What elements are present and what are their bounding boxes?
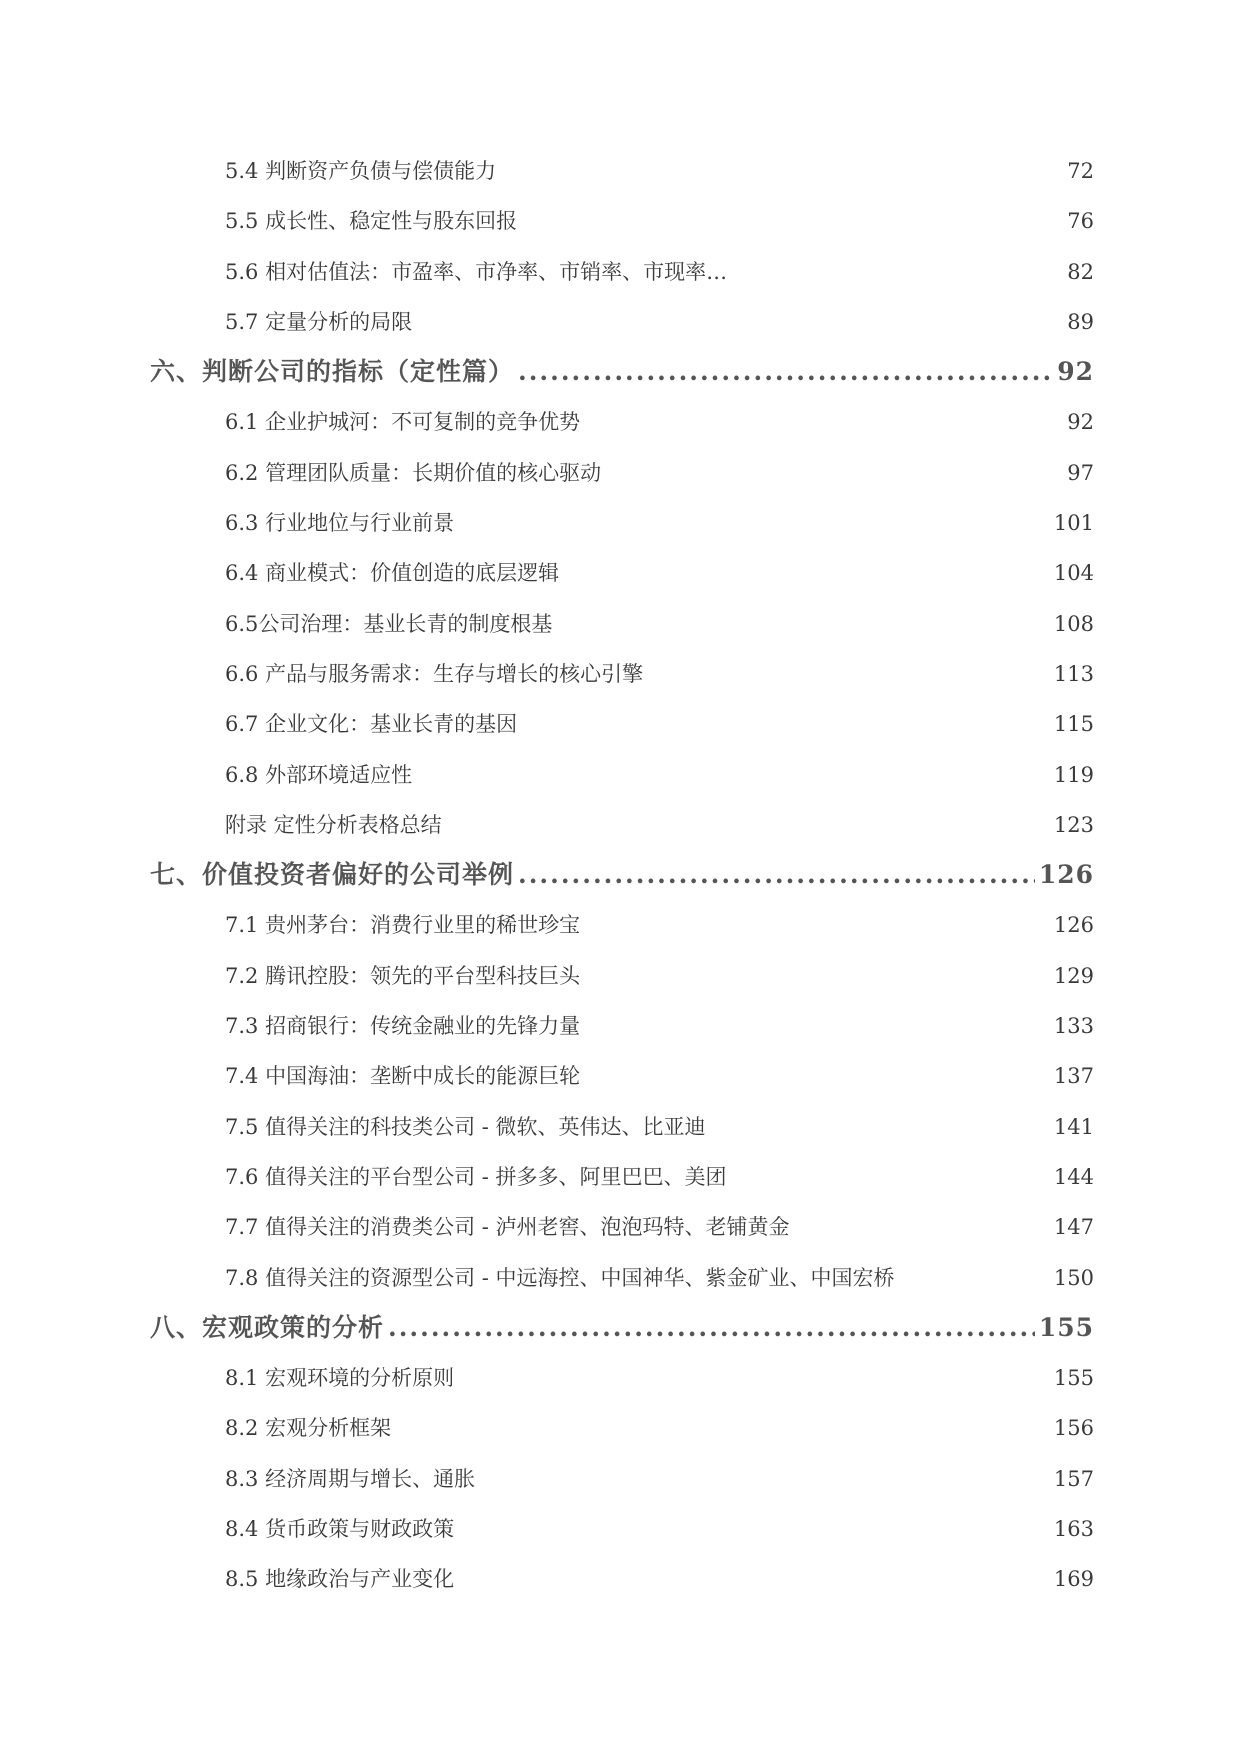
toc-entry-title: 5.4 判断资产负债与偿债能力 xyxy=(225,159,497,183)
toc-entry-title: 8.3 经济周期与增长、通胀 xyxy=(225,1466,476,1491)
toc-entry-title: 7.4 中国海油：垄断中成长的能源巨轮 xyxy=(225,1064,581,1089)
toc-entry-page: 104 xyxy=(1053,561,1094,586)
toc-entry-6-5[interactable] xyxy=(150,599,1094,649)
toc-entry-title: 5.7 定量分析的局限 xyxy=(225,309,413,334)
toc-entry-title: 7.2 腾讯控股：领先的平台型科技巨头 xyxy=(225,963,581,988)
toc-chapter-8[interactable] xyxy=(150,1303,1094,1353)
table-of-contents xyxy=(150,146,1094,1605)
toc-entry-7-6[interactable] xyxy=(150,1152,1094,1202)
toc-chapter-title: 八、宏观政策的分析 xyxy=(150,1312,385,1342)
toc-entry-title: 8.4 货币政策与财政政策 xyxy=(225,1517,455,1542)
toc-entry-6-1[interactable] xyxy=(150,397,1094,447)
toc-entry-6-7[interactable] xyxy=(150,699,1094,749)
toc-entry-6-3[interactable] xyxy=(150,498,1094,548)
toc-entry-page: 156 xyxy=(1053,1416,1094,1441)
toc-entry-page: 157 xyxy=(1053,1466,1094,1491)
toc-entry-page: 129 xyxy=(1053,963,1094,988)
toc-entry-7-2[interactable] xyxy=(150,951,1094,1001)
toc-entry-title: 7.6 值得关注的平台型公司 - 拼多多、阿里巴巴、美团 xyxy=(225,1164,727,1189)
toc-entry-6-8[interactable] xyxy=(150,750,1094,800)
toc-entry-page: 72 xyxy=(1067,159,1094,183)
toc-entry-title: 7.5 值得关注的科技类公司 - 微软、英伟达、比亚迪 xyxy=(225,1114,706,1139)
toc-entry-page: 150 xyxy=(1053,1265,1094,1290)
toc-chapter-page: 92 xyxy=(1057,357,1094,387)
toc-entry-title: 6.3 行业地位与行业前景 xyxy=(225,511,455,536)
toc-entry-8-1[interactable] xyxy=(150,1353,1094,1403)
toc-entry-page: 115 xyxy=(1053,712,1094,737)
toc-entry-title: 6.4 商业模式：价值创造的底层逻辑 xyxy=(225,561,560,586)
toc-entry-page: 101 xyxy=(1053,511,1094,536)
toc-entry-page: 97 xyxy=(1067,460,1094,485)
toc-entry-5-4[interactable] xyxy=(150,146,1094,196)
toc-entry-title: 6.7 企业文化：基业长青的基因 xyxy=(225,712,518,737)
toc-entry-7-3[interactable] xyxy=(150,1001,1094,1051)
toc-entry-page: 144 xyxy=(1053,1164,1094,1189)
toc-entry-page: 108 xyxy=(1053,611,1094,636)
toc-entry-8-4[interactable] xyxy=(150,1504,1094,1554)
toc-entry-8-2[interactable] xyxy=(150,1403,1094,1453)
toc-chapter-page: 126 xyxy=(1038,860,1094,890)
toc-entry-6-6[interactable] xyxy=(150,649,1094,699)
toc-entry-5-6[interactable] xyxy=(150,247,1094,297)
toc-entry-title: 5.5 成长性、稳定性与股东回报 xyxy=(225,209,518,234)
toc-entry-title: 8.2 宏观分析框架 xyxy=(225,1416,392,1441)
toc-chapter-title: 六、判断公司的指标（定性篇） xyxy=(150,357,515,387)
dot-leader xyxy=(518,850,1035,900)
toc-entry-title: 6.5公司治理：基业长青的制度根基 xyxy=(225,611,553,636)
toc-entry-5-5[interactable] xyxy=(150,196,1094,246)
toc-chapter-6[interactable] xyxy=(150,347,1094,397)
toc-entry-title: 7.3 招商银行：传统金融业的先锋力量 xyxy=(225,1014,581,1039)
toc-entry-page: 82 xyxy=(1067,259,1094,284)
toc-entry-title: 7.8 值得关注的资源型公司 - 中远海控、中国神华、紫金矿业、中国宏桥 xyxy=(225,1265,895,1290)
dot-leader xyxy=(388,1303,1035,1353)
toc-entry-page: 76 xyxy=(1067,209,1094,234)
toc-entry-page: 126 xyxy=(1053,913,1094,938)
toc-entry-8-5[interactable] xyxy=(150,1554,1094,1604)
toc-entry-page: 169 xyxy=(1053,1567,1094,1592)
toc-chapter-title: 七、价值投资者偏好的公司举例 xyxy=(150,860,515,890)
toc-entry-page: 141 xyxy=(1053,1114,1094,1139)
toc-entry-appendix[interactable] xyxy=(150,800,1094,850)
toc-entry-title: 6.6 产品与服务需求：生存与增长的核心引擎 xyxy=(225,661,644,686)
toc-entry-page: 133 xyxy=(1053,1014,1094,1039)
toc-entry-6-4[interactable] xyxy=(150,548,1094,598)
toc-entry-title: 7.1 贵州茅台：消费行业里的稀世珍宝 xyxy=(225,913,581,938)
toc-entry-page: 113 xyxy=(1053,661,1094,686)
toc-entry-7-5[interactable] xyxy=(150,1102,1094,1152)
toc-entry-title: 7.7 值得关注的消费类公司 - 泸州老窖、泡泡玛特、老铺黄金 xyxy=(225,1215,790,1240)
toc-entry-page: 155 xyxy=(1053,1366,1094,1391)
toc-chapter-7[interactable] xyxy=(150,850,1094,900)
toc-entry-7-1[interactable] xyxy=(150,900,1094,950)
toc-entry-5-7[interactable] xyxy=(150,297,1094,347)
toc-entry-page: 123 xyxy=(1053,812,1094,837)
toc-entry-title: 附录 定性分析表格总结 xyxy=(225,812,442,837)
toc-entry-8-3[interactable] xyxy=(150,1454,1094,1504)
toc-entry-7-4[interactable] xyxy=(150,1051,1094,1101)
toc-chapter-page: 155 xyxy=(1038,1312,1094,1342)
toc-entry-title: 6.1 企业护城河：不可复制的竞争优势 xyxy=(225,410,581,435)
toc-entry-page: 147 xyxy=(1053,1215,1094,1240)
toc-entry-title: 6.8 外部环境适应性 xyxy=(225,762,413,787)
toc-entry-7-8[interactable] xyxy=(150,1253,1094,1303)
toc-entry-title: 8.5 地缘政治与产业变化 xyxy=(225,1567,455,1592)
toc-entry-page: 92 xyxy=(1067,410,1094,435)
toc-entry-page: 119 xyxy=(1053,762,1094,787)
toc-entry-title: 5.6 相对估值法：市盈率、市净率、市销率、市现率… xyxy=(225,259,728,284)
toc-entry-7-7[interactable] xyxy=(150,1202,1094,1252)
toc-entry-title: 8.1 宏观环境的分析原则 xyxy=(225,1366,455,1391)
toc-entry-page: 89 xyxy=(1067,309,1094,334)
toc-entry-page: 163 xyxy=(1053,1517,1094,1542)
toc-entry-6-2[interactable] xyxy=(150,448,1094,498)
dot-leader xyxy=(518,347,1053,397)
toc-entry-page: 137 xyxy=(1053,1064,1094,1089)
toc-entry-title: 6.2 管理团队质量：长期价值的核心驱动 xyxy=(225,460,602,485)
